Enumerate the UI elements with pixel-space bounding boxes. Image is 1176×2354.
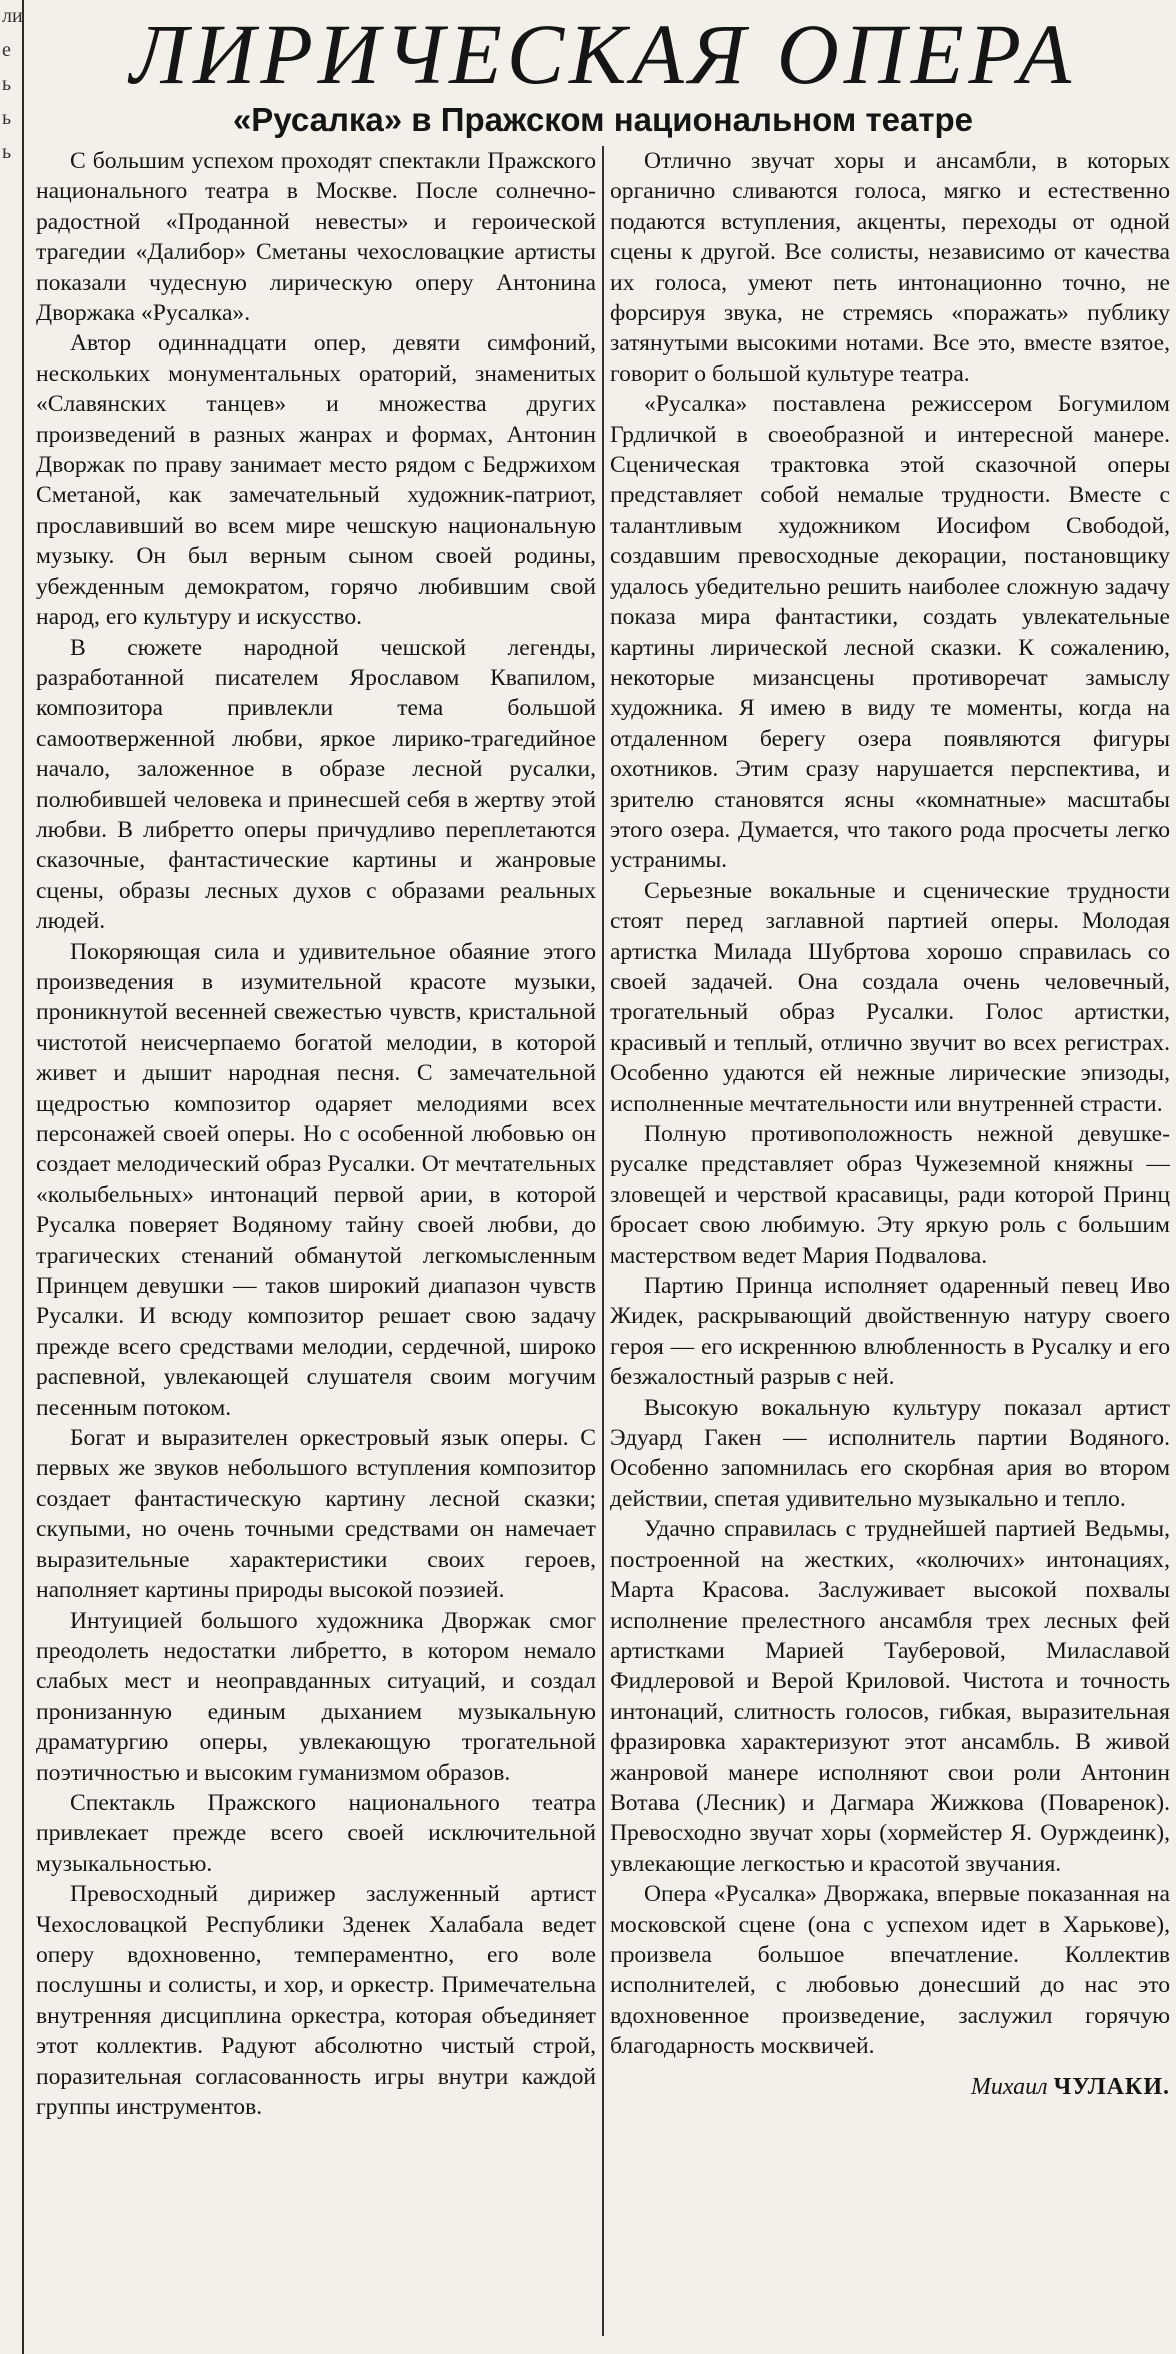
- column-divider: [602, 146, 604, 2336]
- article-title: ЛИРИЧЕСКАЯ ОПЕРА: [129, 6, 1077, 102]
- margin-fragment: ь: [2, 141, 12, 163]
- left-margin-strip: [0, 0, 24, 2354]
- article-subtitle: «Русалка» в Пражском национальном театре: [232, 101, 974, 138]
- margin-fragment: е: [2, 39, 11, 61]
- paragraph: «Русалка» поставлена режиссером Богумилом Грдличкой в своеобразной и интересной манере. Сценическая трактовка этой сказочной оперы представляет собой немалые трудности. Вместе с талантливым художником Иосифом Свободой, создавшим превосходные декорации, постановщику удалось убедительно решить наиболее сложную задачу показа мира фантастики, создать увлекательные картины лирической лесной сказки. К сожалению, некоторые мизансцены противоречат замыслу художника. Я имею в виду те моменты, когда на отдаленном берегу озера появляются фигуры охотников. Этим сразу нарушается перспектива, и зрителю становятся ясны «комнатные» масштабы этого озера. Думается, что такого рода просчеты легко устранимы.: [610, 391, 1170, 874]
- margin-fragment: ь: [2, 73, 12, 95]
- author-last-name: ЧУЛАКИ.: [1053, 2073, 1170, 2100]
- paragraph: В сюжете народной чешской легенды, разработанной писателем Ярославом Квапилом, композитора привлекли тема большой самоотверженной любви, яркое лирико-трагедийное начало, заложенное в образе лесной русалки, полюбившей человека и принесшей себя в жертву этой любви. В либретто оперы причудливо переплетаются сказочные, фантастические картины и жанровые сцены, образы лесных духов с образами реальных людей.: [36, 634, 596, 935]
- paragraph: Спектакль Пражского национального театра привлекает прежде всего своей исключительной музыкальностью.: [36, 1789, 596, 1877]
- author-signature: [610, 2072, 1170, 2102]
- paragraph: Отлично звучат хоры и ансамбли, в которых органично сливаются голоса, мягко и естественно подаются вступления, акценты, переходы от одной сцены к другой. Все солисты, независимо от качества их голоса, умеют петь интонационно точно, не форсируя звука, не стремясь «поражать» публику затянутыми высокими нотами. Все это, вместе взятое, говорит о большой культуре театра.: [610, 148, 1170, 387]
- paragraph: Высокую вокальную культуру показал артист Эдуард Гакен — исполнитель партии Водяного. Особенно запомнилась его скорбная ария во втором действии, спетая удивительно музыкально и тепло.: [610, 1394, 1170, 1512]
- paragraph: Серьезные вокальные и сценические трудности стоят перед заглавной партией оперы. Молодая артистка Милада Шубртова хорошо справилась со своей задачей. Она создала очень человечный, трогательный образ Русалки. Голос артистки, красивый и теплый, отлично звучит во всех регистрах. Особенно удаются ей нежные лирические эпизоды, исполненные мечтательности или внутренней страсти.: [610, 877, 1170, 1117]
- paragraph: Интуицией большого художника Дворжак смог преодолеть недостатки либретто, в котором немало слабых мест и неоправданных ситуаций, и создал пронизанную единым дыханием музыкальную драматургию оперы, увлекающую трогательной поэтичностью и высоким гуманизмом образов.: [36, 1607, 596, 1786]
- paragraph: Опера «Русалка» Дворжака, впервые показанная на московской сцене (она с успехом идет в Харькове), произвела большое впечатление. Коллектив исполнителей, с любовью донесший до нас это вдохновенное произведение, заслужил горячую благодарность москвичей.: [610, 1881, 1170, 2060]
- paragraph: Богат и выразителен оркестровый язык оперы. С первых же звуков небольшого вступления композитор создает фантастическую картину лесной сказки; скупыми, но очень точными средствами он намечает выразительные характеристики своих героев, наполняет картины природы высокой поэзией.: [36, 1425, 596, 1604]
- paragraph: Превосходный дирижер заслуженный артист Чехословацкой Республики Зденек Халабала ведет оперу вдохновенно, темпераментно, его воле послушны и солисты, и хор, и оркестр. Примечательна внутренняя дисциплина оркестра, которая объединяет этот коллектив. Радуют абсолютно чистый строй, поразительная согласованность игры внутри каждой группы инструментов.: [36, 1881, 596, 2120]
- paragraph: Покоряющая сила и удивительное обаяние этого произведения в изумительной красоте музыки, проникнутой весенней свежестью чувств, кристальной чистотой неисчерпаемо богатой мелодии, в которой живет и дышит народная песня. С замечательной щедростью композитор одаряет мелодиями всех персонажей своей оперы. Но с особенной любовью он создает мелодический образ Русалки. От мечтательных «колыбельных» интонаций первой арии, в которой Русалка поверяет Водяному тайну своей любви, до трагических стенаний обманутой легкомысленным Принцем девушки — таков широкий диапазон чувств Русалки. И всюду композитор решает свою задачу прежде всего средствами мелодии, сердечной, широко распевной, увлекающей слушателя своим могучим песенным потоком.: [36, 938, 596, 1421]
- paragraph: С большим успехом проходят спектакли Пражского национального театра в Москве. После солнечно-радостной «Проданной невесты» и героической трагедии «Далибор» Сметаны чехословацкие артисты показали чудесную лирическую оперу Антонина Дворжака «Русалка».: [36, 148, 596, 327]
- margin-fragment: ли: [2, 5, 23, 27]
- author-first-name: Михаил: [970, 2073, 1048, 2100]
- margin-fragment: ь: [2, 107, 12, 129]
- right-column: [610, 146, 1170, 2341]
- paragraph: Полную противоположность нежной девушке-русалке представляет образ Чужеземной княжны — зловещей и черствой красавицы, ради которой Принц бросает свою любимую. Эту яркую роль с большим мастерством ведет Мария Подвалова.: [610, 1121, 1170, 1269]
- paragraph: Партию Принца исполняет одаренный певец Иво Жидек, раскрывающий двойственную натуру своего героя — его искреннюю влюбленность в Русалку и его безжалостный разрыв с ней.: [610, 1273, 1170, 1391]
- paragraph: Автор одиннадцати опер, девяти симфоний, нескольких монументальных ораторий, знаменитых «Славянских танцев» и множества других произведений в разных жанрах и формах, Антонин Дворжак по праву занимает место рядом с Бедржихом Сметаной, как замечательный художник-патриот, прославивший во всем мире чешскую национальную музыку. Он был верным сыном своей родины, убежденным демократом, горячо любившим свой народ, его культуру и искусство.: [36, 330, 596, 631]
- paragraph: Удачно справилась с труднейшей партией Ведьмы, построенной на жестких, «колючих» интонациях, Марта Красова. Заслуживает высокой похвалы исполнение прелестного ансамбля трех лесных фей артистками Марией Тауберовой, Милаславой Фидлеровой и Верой Криловой. Чистота и точность интонаций, слитность голосов, гибкая, выразительная фразировка характеризуют этот ансамбль. В живой жанровой манере исполняют свои роли Антонин Вотава (Лесник) и Дагмара Жижкова (Поваренок). Превосходно звучат хоры (хормейстер Я. Оурждеинк), увлекающие легкостью и красотой звучания.: [610, 1516, 1170, 1877]
- left-column: [36, 146, 596, 2341]
